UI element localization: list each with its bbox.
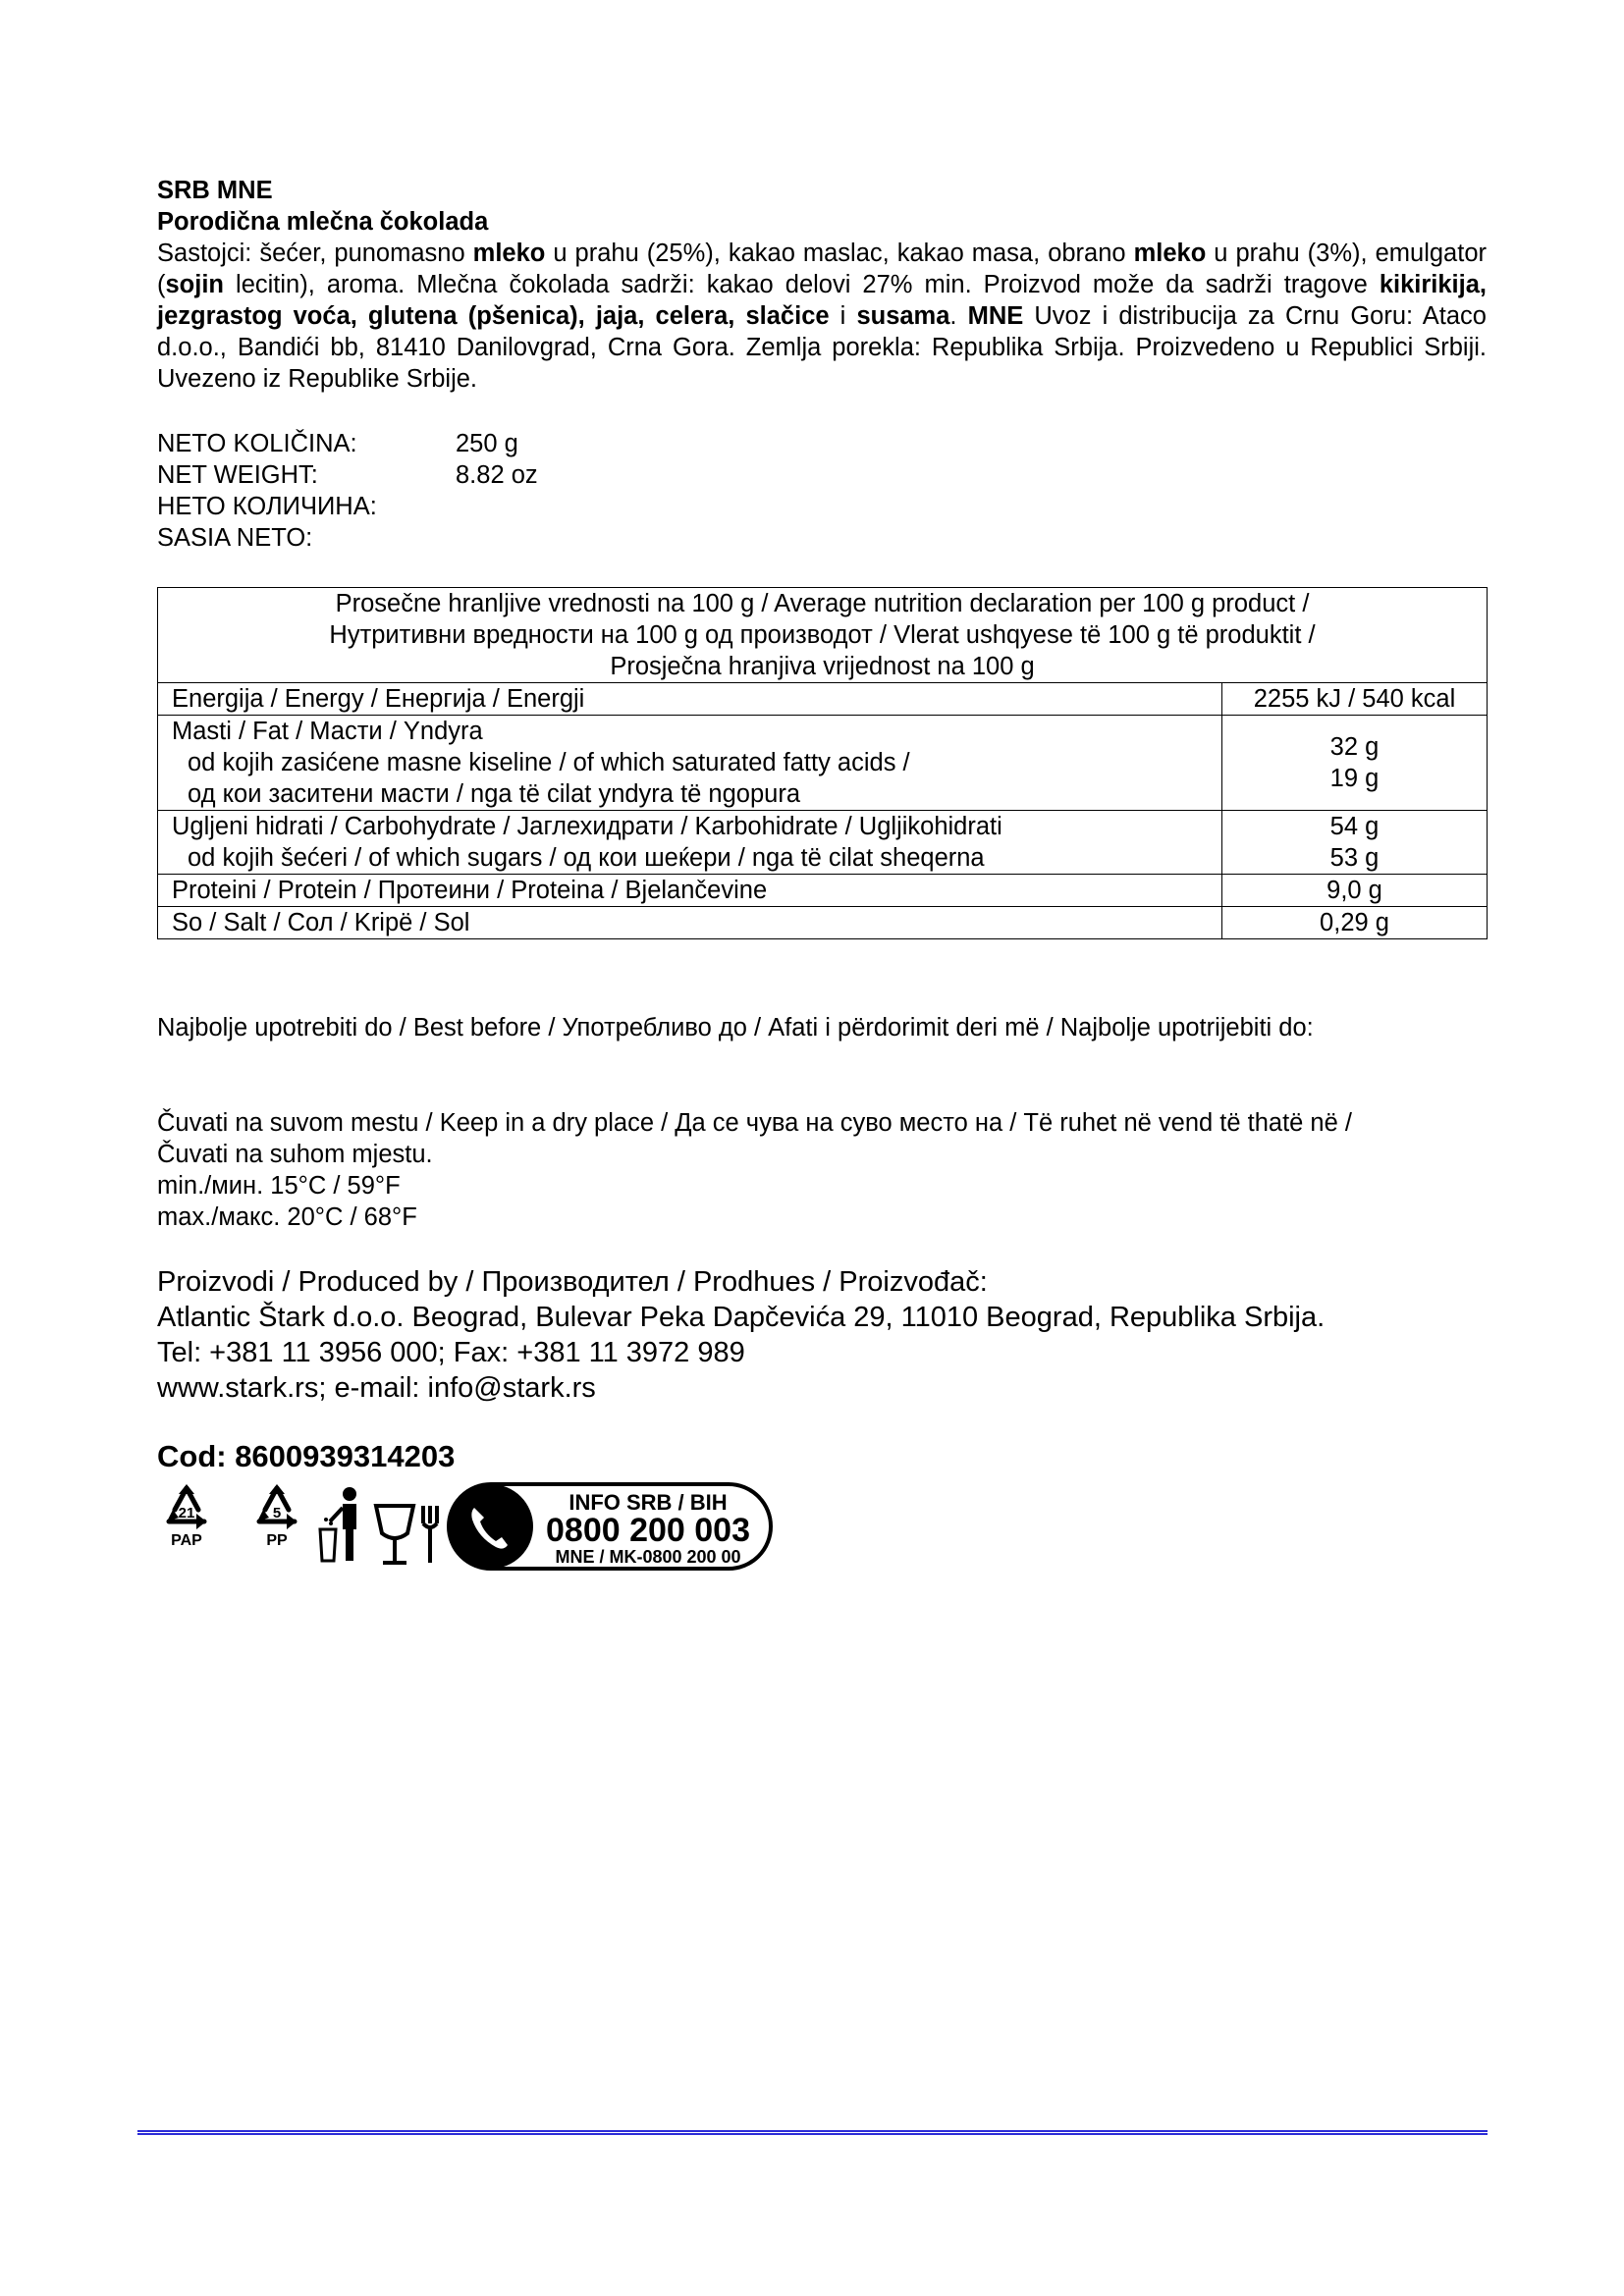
protein-label: Proteini / Protein / Протеини / Proteina / Bjelančevine bbox=[158, 875, 1222, 907]
footer-divider bbox=[137, 2130, 1488, 2135]
net-weight-list bbox=[157, 428, 1487, 554]
energy-row bbox=[158, 683, 1488, 716]
min-temperature: min./мин. 15°C / 59°F bbox=[157, 1172, 401, 1200]
svg-text:MNE / MK-0800 200 00: MNE / MK-0800 200 00 bbox=[555, 1547, 741, 1567]
product-code: Cod: 8600939314203 bbox=[157, 1439, 456, 1473]
carb-row bbox=[158, 811, 1488, 875]
info-phone-badge bbox=[449, 1484, 771, 1569]
net-weight-row: НЕТО КОЛИЧИНА: bbox=[157, 493, 377, 520]
product-name: Porodična mlečna čokolada bbox=[157, 208, 489, 236]
svg-text:INFO SRB / BIH: INFO SRB / BIH bbox=[568, 1490, 728, 1515]
fat-label: Masti / Fat / Масти / Yndyra od kojih zasićene masne kiseline / of which saturated fatty acids / од кои заситени масти / nga të cilat yndyra të ngopura bbox=[158, 716, 1222, 811]
header bbox=[157, 175, 1487, 395]
best-before: Najbolje upotrebiti do / Best before / Употребливо до / Afati i përdorimit deri më / Najbolje upotrijebiti do: bbox=[157, 1014, 1314, 1041]
food-contact-icon bbox=[376, 1506, 437, 1563]
net-weight-row: SASIA NETO: bbox=[157, 524, 313, 552]
svg-text:PAP: PAP bbox=[171, 1532, 202, 1549]
fat-values: 32 g 19 g bbox=[1222, 716, 1488, 811]
energy-value: 2255 kJ / 540 kcal bbox=[1222, 683, 1488, 716]
net-weight-row: NETO KOLIČINA: 250 g bbox=[157, 430, 518, 457]
recycle-pap-icon bbox=[167, 1484, 206, 1549]
svg-text:0800 200 003: 0800 200 003 bbox=[546, 1512, 750, 1549]
tidyman-icon bbox=[320, 1487, 356, 1561]
carb-values: 54 g 53 g bbox=[1222, 811, 1488, 875]
salt-row bbox=[158, 907, 1488, 939]
fat-row bbox=[158, 716, 1488, 811]
packaging-symbols bbox=[157, 1480, 776, 1575]
energy-label: Energija / Energy / Енергија / Energji bbox=[158, 683, 1222, 716]
recycle-pp-icon bbox=[257, 1484, 297, 1549]
storage-info: Čuvati na suvom mestu / Keep in a dry place / Да се чува на суво место на / Të ruhet në vend të thatë në / Čuvati na suhom mjestu. min./мин. 15°C / 59°F max./макс. 20°C / 68°F bbox=[157, 1107, 1487, 1233]
country-codes: SRB MNE bbox=[157, 177, 273, 204]
protein-row bbox=[158, 875, 1488, 907]
producer-info: Proizvodi / Produced by / Производител / Prodhues / Proizvođač: Atlantic Štark d.o.o. Beograd, Bulevar Peka Dapčevića 29, 11010 Beograd, Republika Srbija. Tel: +381 11 3956 000; Fax: +381 11 3972 989 www.stark.rs; e-mail: info@stark.rs bbox=[157, 1266, 1326, 1404]
protein-value: 9,0 g bbox=[1222, 875, 1488, 907]
svg-text:PP: PP bbox=[266, 1532, 288, 1549]
ingredients-text: Sastojci: šećer, punomasno mleko u prahu (25%), kakao maslac, kakao masa, obrano mleko u prahu (3%), emulgator (sojin lecitin), aroma. Mlečna čokolada sadrži: kakao delovi 27% min. Proizvod može da sadrži tragove kikirikija, jezgrastog voća, glutena (pšenica), jaja, celera, slačice i susama. MNE Uvoz i distribucija za Crnu Goru: Ataco d.o.o., Bandići bb, 81410 Danilovgrad, Crna Gora. Zemlja porekla: Republika Srbija. Proizvedeno u Republici Srbiji. Uvezeno iz Republike Srbije. bbox=[157, 240, 1487, 393]
net-weight-row: NET WEIGHT: 8.82 oz bbox=[157, 461, 538, 489]
svg-text:5: 5 bbox=[272, 1505, 282, 1522]
carb-label: Ugljeni hidrati / Carbohydrate / Јаглехидрати / Karbohidrate / Ugljikohidrati od kojih šećeri / of which sugars / од кои шеќери / nga të cilat sheqerna bbox=[158, 811, 1222, 875]
nutrition-table bbox=[157, 587, 1488, 939]
nutrition-title: Prosečne hranljive vrednosti na 100 g / Average nutrition declaration per 100 g product / Нутритивни вредности на 100 g од производот / Vlerat ushqyese të 100 g të produktit / Prosječna hranjiva vrijednost na 100 g bbox=[158, 588, 1488, 683]
svg-text:21: 21 bbox=[178, 1505, 195, 1522]
nutrition-title-row bbox=[158, 588, 1488, 683]
salt-label: So / Salt / Сол / Kripë / Sol bbox=[158, 907, 1222, 939]
salt-value: 0,29 g bbox=[1222, 907, 1488, 939]
max-temperature: max./макс. 20°C / 68°F bbox=[157, 1203, 417, 1231]
